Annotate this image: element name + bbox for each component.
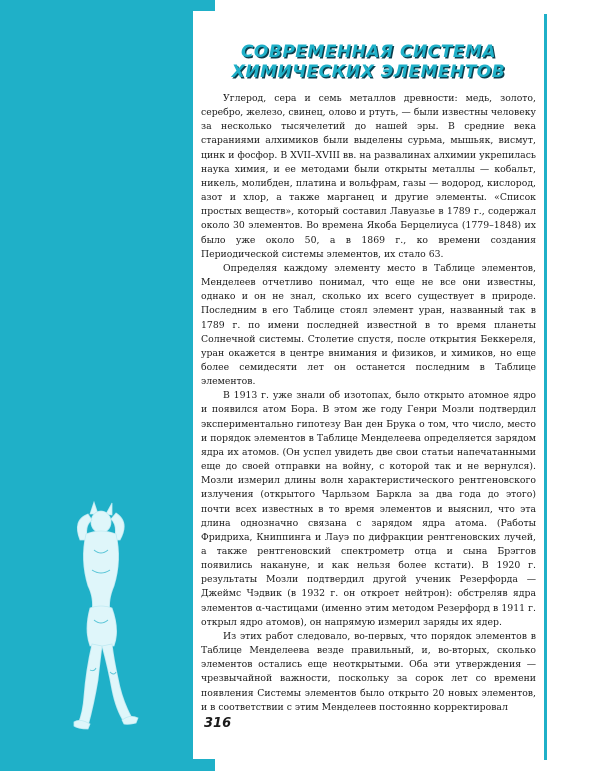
- paragraph: Определяя каждому элементу место в Таблице элементов, Менделеев отчетливо понимал, что еще не все они известны, однако и он не знал, сколько их всего существует в природе. Последним в его Таблице стоял элемент уран, названный так в 1789 г. по имени последней известной в то время планеты Солнечной системы. Столетие спустя, после открытия Беккереля, уран окажется в центре внимания и физиков, и химиков, но еще более семидесяти лет он останется последним в Таблице элементов.: [201, 262, 536, 388]
- right-margin-rule: [544, 14, 547, 760]
- heading-line-2: ХИМИЧЕСКИХ ЭЛЕМЕНТОВ: [231, 62, 506, 82]
- article-text-card: [193, 11, 540, 759]
- page-heading: [201, 42, 536, 82]
- page-number: 316: [204, 716, 232, 731]
- paragraph: В 1913 г. уже знали об изотопах, было открыто атомное ядро и появился атом Бора. В этом же году Генри Мозли подтвердил экспериментально гипотезу Ван ден Брука о том, что число, место и порядок элементов в Таблице Менделеева определяется зарядом ядра их атомов. (Он успел увидеть две свои статьи напечатанными еще до своей отправки на войну, с которой так и не вернулся). Мозли измерил длины волн характеристического рентгеновского излучения (открытого Чарльзом Баркла за два года до этого) почти всех известных в то время элементов и выяснил, что эта длина однозначно связана с зарядом ядра атома. (Работы Фридриха, Книппинга и Лауэ по дифракции рентгеновских лучей, а также рентгеновский спектрометр отца и сына Брэггов появились накануне, и как нельзя более кстати). В 1920 г. результаты Мозли подтвердил другой ученик Резерфорда — Джеймс Чэдвик (в 1932 г. он откроет нейтрон): обстреляв ядра элементов α-частицами (именно этим методом Резерфорд в 1911 г. открыл ядро атомов), он напрямую измерил заряды их ядер.: [201, 390, 536, 628]
- paragraph: Из этих работ следовало, во-первых, что порядок элементов в Таблице Менделеева везде правильный, и, во-вторых, сколько элементов остались еще неоткрытыми. Оба эти утверждения — чрезвычайной важности, поскольку за сорок лет со времени появления Системы элементов было открыто 20 новых элементов, и в соответствии с этим Менделеев постоянно корректировал: [201, 630, 536, 713]
- article-body: [201, 92, 536, 715]
- dancing-figure-illustration-icon: [50, 500, 160, 730]
- heading-line-1: СОВРЕМЕННАЯ СИСТЕМА: [240, 42, 497, 62]
- paragraph: Углерод, сера и семь металлов древности: медь, золото, серебро, железо, свинец, олово и ртуть, — были известны человеку за несколько тысячелетий до нашей эры. В средние века стараниями алхимиков были выделены сурьма, мышьяк, висмут, цинк и фосфор. В XVII–XVIII вв. на развалинах алхимии укрепилась наука химия, и ее методами были открыты металлы — кобальт, никель, молибден, платина и вольфрам, газы — водород, кислород, азот и хлор, а также марганец и другие элементы. «Список простых веществ», который составил Лавуазье в 1789 г., содержал около 30 элементов. Во времена Якоба Берцелиуса (1779–1848) их было уже около 50, а в 1869 г., ко времени создания Периодической системы элементов, их стало 63.: [201, 93, 536, 260]
